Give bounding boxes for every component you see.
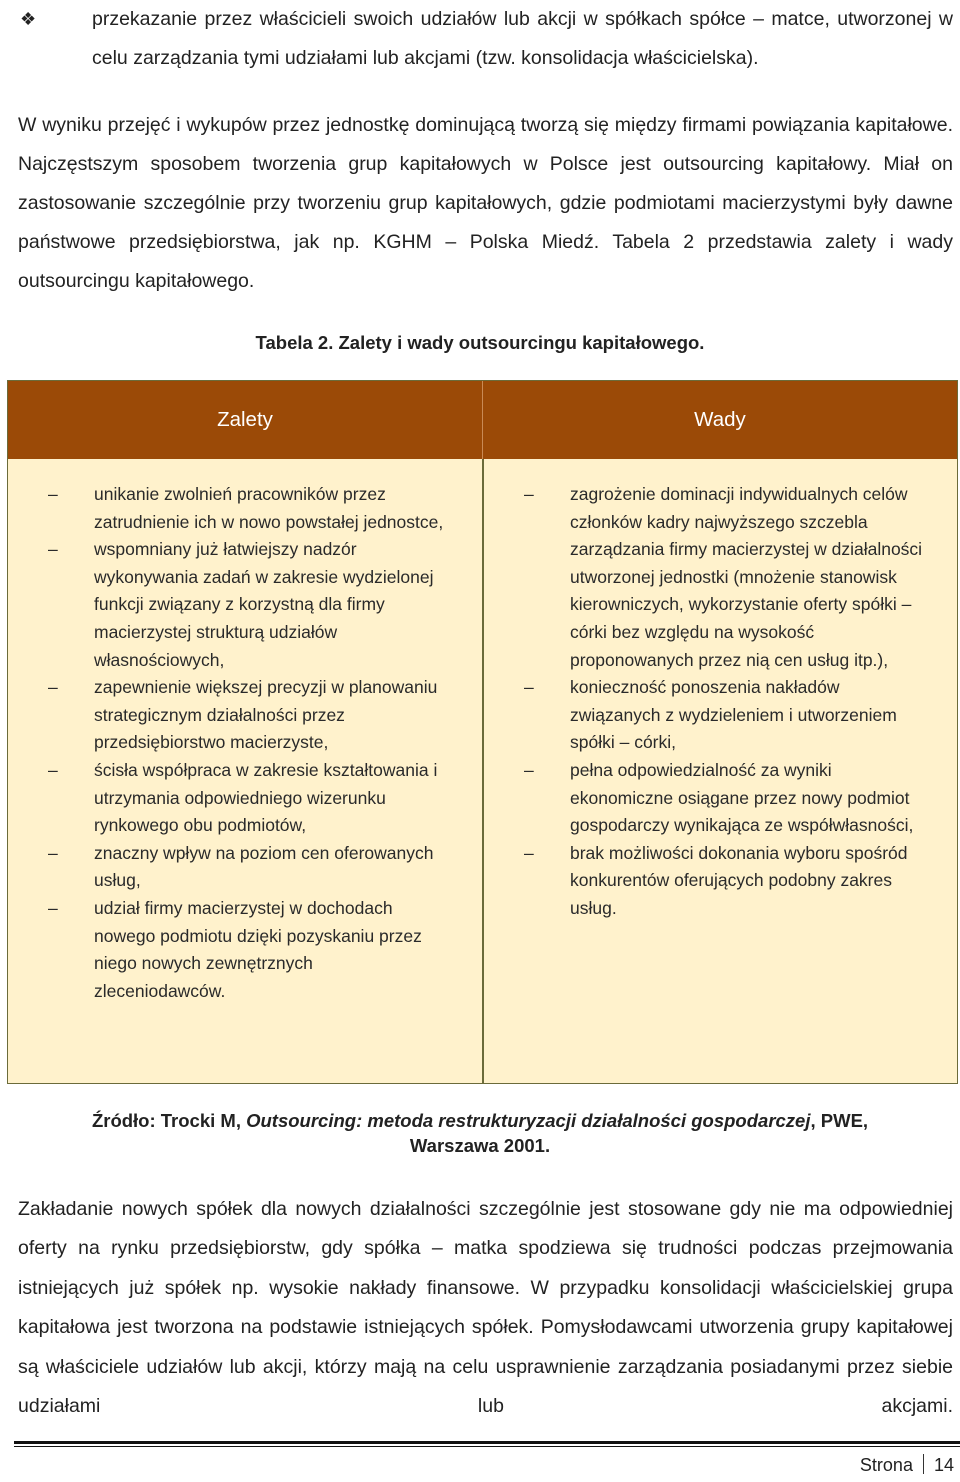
header-wady: Wady [694, 408, 746, 431]
source-prefix: Źródło: Trocki M, [91, 1110, 247, 1131]
diamond-bullet-icon: ❖ [20, 9, 37, 29]
zalety-list [48, 481, 448, 1005]
list-item-text: znaczny wpływ na poziom cen oferowanych usług, [94, 842, 434, 891]
list-item [524, 674, 924, 757]
dash-bullet: – [48, 677, 58, 698]
source-note [0, 1108, 960, 1158]
list-item [48, 536, 448, 674]
list-item [524, 840, 924, 923]
list-item-text: konieczność ponoszenia nakładów związanych z wydzieleniem i utworzeniem spółki – córki, [570, 677, 897, 753]
dash-bullet: – [524, 484, 534, 504]
footer-rule-thin [14, 1446, 960, 1447]
dash-bullet: – [524, 842, 534, 863]
dash-bullet: – [524, 677, 534, 698]
paragraph-2: Zakładanie nowych spółek dla nowych działalności szczególnie jest stosowane gdy nie ma odpowiedniej oferty na rynku przedsiębiorstw, gdy spółka – matka spodziewa się trudności podczas przejmowania istniejących już spółek np. wysokie nakłady finansowe. W przypadku konsolidacji właścicielskiej grupa kapitałowa jest tworzona na podstawie istniejących spółek. Pomysłodawcami utworzenia grupy kapitałowej są właściciele udziałów lub akcji, którzy mają na celu usprawnienie zarządzania posiadanymi przez siebie udziałami lub akcjami. [18, 1198, 953, 1418]
list-item-text: brak możliwości dokonania wyboru spośród konkurentów oferujących podobny zakres usług. [570, 842, 908, 918]
dash-bullet: – [524, 759, 534, 780]
page-footer [860, 1454, 954, 1476]
list-item-text: zapewnienie większej precyzji w planowaniu strategicznym działalności przez przedsiębiorstwo macierzyste, [94, 677, 438, 753]
list-item-text: ścisła współpraca w zakresie kształtowania i utrzymania odpowiedniego wizerunku rynkowego obu podmiotów, [94, 759, 438, 836]
wady-list [524, 481, 924, 923]
source-line-2: Warszawa 2001. [409, 1135, 551, 1156]
table-body [8, 459, 957, 1083]
column-divider [482, 459, 484, 1083]
source-line-1 [0, 1108, 960, 1133]
list-item-text: pełna odpowiedzialność za wyniki ekonomiczne osiągane przez nowy podmiot gospodarczy wynikająca ze współwłasności, [570, 759, 914, 836]
dash-bullet: – [48, 759, 58, 780]
dash-bullet: – [48, 897, 58, 918]
list-item-text: zagrożenie dominacji indywidualnych celów członków kadry najwyższego szczebla zarządzania firmy macierzystej w działalności utworzonej jednostki (mnożenie stanowisk kierowniczych, wykorzystanie oferty spółki – córki bez względu na wysokość proponowanych przez nią cen usług itp.), [570, 484, 923, 670]
footer-separator [923, 1454, 924, 1474]
pros-cons-table [7, 380, 958, 1084]
footer-label: Strona [859, 1455, 913, 1475]
header-zalety: Zalety [217, 408, 273, 431]
source-title: Outsourcing: metoda restrukturyzacji działalności gospodarczej [246, 1110, 811, 1131]
list-item [48, 481, 448, 536]
dash-bullet: – [48, 842, 58, 863]
page-number: 14 [933, 1455, 954, 1475]
bullet-paragraph [18, 0, 953, 77]
bullet-text: przekazanie przez właścicieli swoich udziałów lub akcji w spółkach spółce – matce, utworzonej w celu zarządzania tymi udziałami lub akcjami (tzw. konsolidacja właścicielska). [92, 8, 953, 69]
paragraph-1: W wyniku przejęć i wykupów przez jednostkę dominującą tworzą się między firmami powiązania kapitałowe. Najczęstszym sposobem tworzenia grup kapitałowych w Polsce jest outsourcing kapitałowy. Miał on zastosowanie szczególnie przy tworzeniu grup kapitałowych, gdzie podmiotami macierzystymi były dawne państwowe przedsiębiorstwa, jak np. KGHM – Polska Miedź. Tabela 2 przedstawia zalety i wady outsourcingu kapitałowego. [18, 114, 953, 292]
list-item-text: udział firmy macierzystej w dochodach nowego podmiotu dzięki pozyskaniu przez niego nowych zewnętrznych zleceniodawców. [94, 897, 422, 1001]
list-item [48, 757, 448, 840]
dash-bullet: – [48, 484, 58, 504]
dash-bullet: – [48, 539, 58, 560]
footer-rule-thick [14, 1441, 960, 1444]
list-item [48, 895, 448, 1005]
list-item [524, 757, 924, 840]
list-item-text: wspomniany już łatwiejszy nadzór wykonywania zadań w zakresie wydzielonej funkcji związany z korzystną dla firmy macierzystej strukturą udziałów własnościowych, [94, 539, 434, 670]
table-caption: Tabela 2. Zalety i wady outsourcingu kapitałowego. [255, 332, 705, 353]
list-item [524, 481, 924, 674]
list-item [48, 840, 448, 895]
list-item [48, 674, 448, 757]
source-suffix: , PWE, [810, 1110, 869, 1131]
table-header [8, 381, 957, 459]
list-item-text: unikanie zwolnień pracowników przez zatrudnienie ich w nowo powstałej jednostce, [94, 484, 444, 532]
